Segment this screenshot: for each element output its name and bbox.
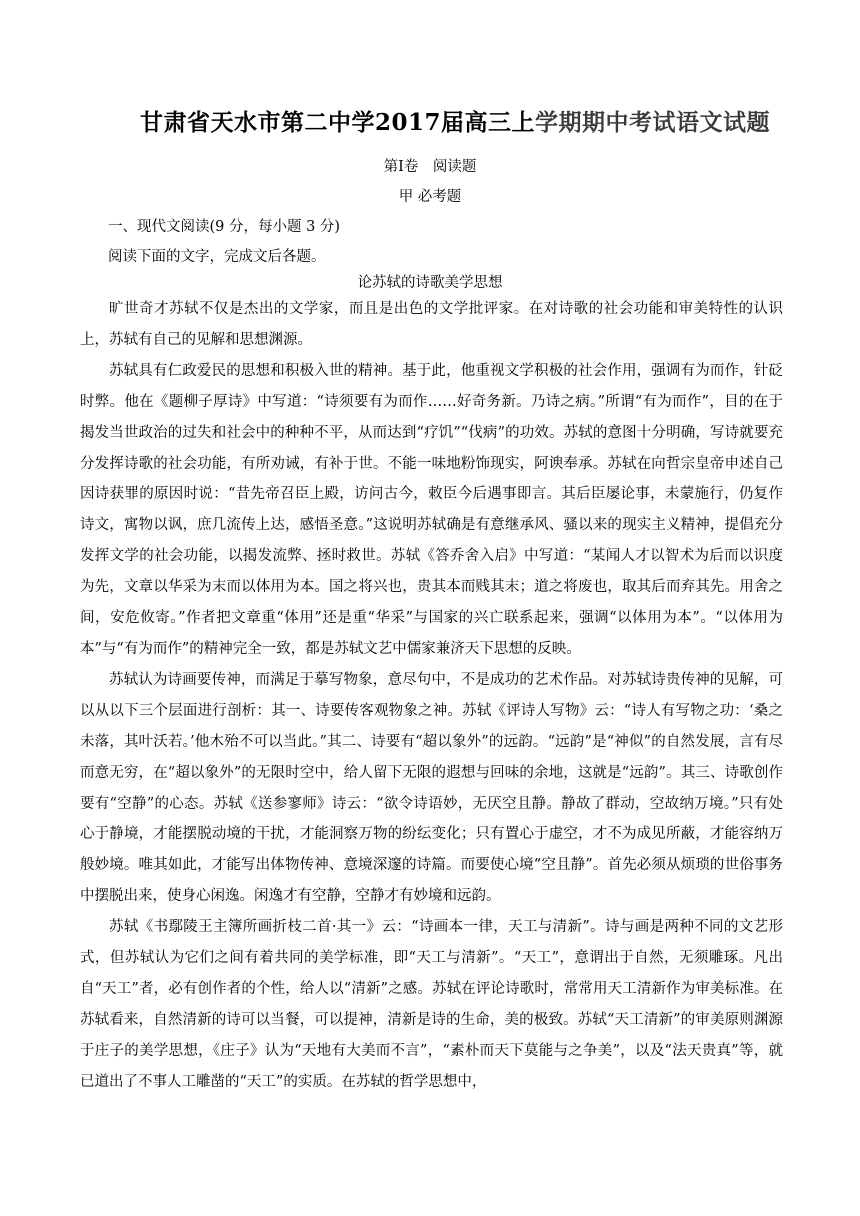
instruction-text: 阅读下面的文字，完成文后各题。 bbox=[108, 249, 326, 265]
paragraph-4: 苏轼《书鄢陵王主簿所画折枝二首·其一》云：“诗画本一律，天工与清新”。诗与画是两种不同的文艺形式，但苏轼认为它们之间有着共同的美学标准，即“天工与清新”。“天工”，意谓出于自然，无须雕琢。凡出自“天工”者，必有创作者的个性，给人以“清新”之感。苏轼在评论诗歌时，常常用天工清新作为审美标准。在苏轼看来，自然清新的诗可以当餐，可以提神，清新是诗的生命，美的极致。苏轼“天工清新”的审美原则渊源于庄子的美学思想，《庄子》认为“天地有大美而不言”，“素朴而天下莫能与之争美”，以及“法天贵真”等，就已道出了不事人工雕凿的“天工”的实质。在苏轼的哲学思想中， bbox=[80, 919, 783, 1090]
article-title: 论苏轼的诗歌美学思想 bbox=[357, 275, 503, 291]
title-main: 甘肃省天水市第二中学2017届高三上 bbox=[139, 109, 535, 136]
part-heading: 一、现代文阅读(9 分，每小题 3 分) bbox=[108, 219, 341, 235]
paragraph-3: 苏轼认为诗画要传神，而满足于摹写物象，意尽句中，不是成功的艺术作品。对苏轼诗贵传神的见解，可以从以下三个层面进行剖析：其一、诗要传客观物象之神。苏轼《评诗人写物》云：“诗人有写物之功：‘桑之未落，其叶沃若。’他木殆不可以当此。”其二、诗要有“超以象外”的远韵。“远韵”是“神似”的自然发展，言有尽而意无穷，在“超以象外”的无限时空中，给人留下无限的遐想与回味的余地，这就是“远韵”。其三、诗歌创作要有“空静”的心态。苏轼《送参寥师》诗云：“欲令诗语妙，无厌空且静。静故了群动，空故纳万境。”只有处心于静境，才能摆脱动境的干扰，才能洞察万物的纷纭变化；只有置心于虚空，才不为成见所蔽，才能容纳万般妙境。唯其如此，才能写出体物传神、意境深邃的诗篇。而要使心境“空且静”。首先必须从烦琐的世俗事务中摆脱出来，使身心闲逸。闲逸才有空静，空静才有妙境和远韵。 bbox=[80, 671, 783, 905]
paragraph-2: 苏轼具有仁政爱民的思想和积极入世的精神。基于此，他重视文学积极的社会作用，强调有为而作，针砭时弊。他在《题柳子厚诗》中写道：“诗须要有为而作……好奇务新。乃诗之病。”所谓“有为而作”，目的在于揭发当世政治的过失和社会中的种种不平，从而达到“疗饥”“伐病”的功效。苏轼的意图十分明确，写诗就要充分发挥诗歌的社会功能，有所劝诫，有补于世。不能一味地粉饰现实，阿谀奉承。苏轼在向哲宗皇帝申述自己因诗获罪的原因时说：“昔先帝召臣上殿，访问古今，敕臣今后遇事即言。其后臣屡论事，未蒙施行，仍复作诗文，寓物以讽，庶几流传上达，感悟圣意。”这说明苏轼确是有意继承风、骚以来的现实主义精神，提倡充分发挥文学的社会功能，以揭发流弊、拯时救世。苏轼《答乔舍入启》中写道：“某闻人才以智术为后而以识度为先，文章以华采为末而以体用为本。国之将兴也，贵其本而贱其末；道之将废也，取其后而弃其先。用舍之间，安危攸寄。”作者把文章重“体用”还是重“华采”与国家的兴亡联系起来，强调“以体用为本”。“以体用为本”与“有为而作”的精神完全一致，都是苏轼文艺中儒家兼济天下思想的反映。 bbox=[80, 362, 783, 657]
article-body bbox=[80, 294, 783, 1098]
document-title bbox=[0, 104, 860, 137]
paragraph-1: 旷世奇才苏轼不仅是杰出的文学家，而且是出色的文学批评家。在对诗歌的社会功能和审美特性的认识上，苏轼有自己的见解和思想渊源。 bbox=[80, 301, 783, 348]
section-heading: 甲 必考题 bbox=[398, 189, 462, 205]
title-faded: 学期期中考试语文试题 bbox=[535, 109, 770, 136]
volume-heading: 第Ⅰ卷 阅读题 bbox=[383, 159, 477, 175]
